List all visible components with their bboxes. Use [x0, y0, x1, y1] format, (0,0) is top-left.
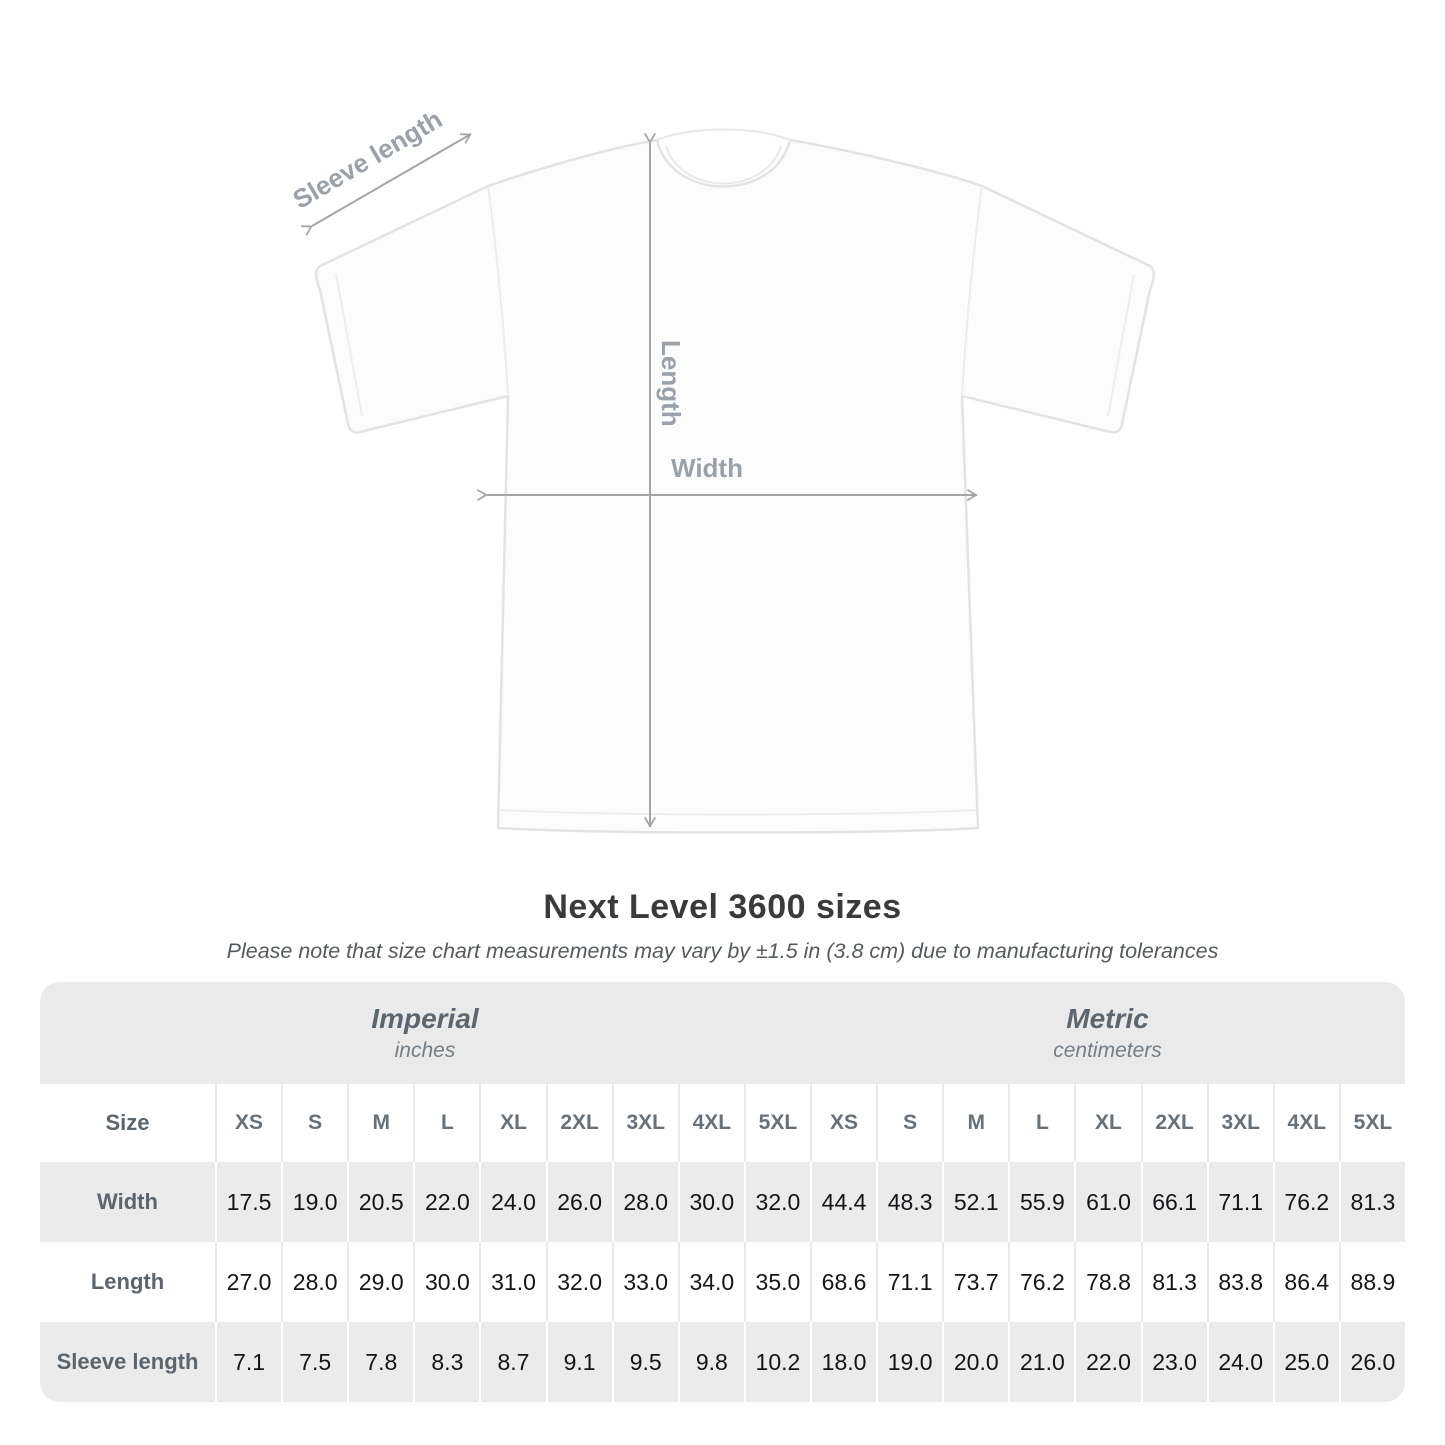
width-imperial-xs: 17.5	[215, 1162, 281, 1242]
sleeve-length-row	[40, 1322, 1405, 1402]
width-imperial-m: 20.5	[347, 1162, 413, 1242]
size-corner-label: Size	[105, 1110, 150, 1135]
width-metric-m: 52.1	[942, 1162, 1008, 1242]
sleeve-length-imperial-4xl: 9.8	[678, 1322, 744, 1402]
imperial-group-header	[40, 982, 810, 1084]
size-header-metric-m: M	[942, 1084, 1008, 1162]
width-imperial-5xl: 32.0	[744, 1162, 810, 1242]
length-imperial-xs: 27.0	[215, 1242, 281, 1322]
size-header-metric-3xl: 3XL	[1207, 1084, 1273, 1162]
size-header-imperial-2xl: 2XL	[546, 1084, 612, 1162]
length-label: Length	[656, 340, 686, 427]
width-imperial-2xl: 26.0	[546, 1162, 612, 1242]
sleeve-length-imperial-l: 8.3	[413, 1322, 479, 1402]
length-metric-s: 71.1	[876, 1242, 942, 1322]
width-metric-3xl: 71.1	[1207, 1162, 1273, 1242]
size-table-body	[40, 1084, 1405, 1402]
size-header-imperial-4xl: 4XL	[678, 1084, 744, 1162]
width-label: Width	[671, 453, 743, 483]
sleeve-length-metric-xs: 18.0	[810, 1322, 876, 1402]
metric-group-title: Metric	[1066, 1002, 1149, 1034]
length-metric-xl: 78.8	[1074, 1242, 1140, 1322]
size-header-metric-s: S	[876, 1084, 942, 1162]
sleeve-length-metric-s: 19.0	[876, 1322, 942, 1402]
size-header-metric-xs: XS	[810, 1084, 876, 1162]
length-metric-l: 76.2	[1008, 1242, 1074, 1322]
sleeve-length-metric-5xl: 26.0	[1339, 1322, 1405, 1402]
size-table	[40, 982, 1405, 1402]
length-metric-5xl: 88.9	[1339, 1242, 1405, 1322]
size-header-metric-l: L	[1008, 1084, 1074, 1162]
width-row-label: Width	[97, 1189, 158, 1214]
width-metric-s: 48.3	[876, 1162, 942, 1242]
size-header-metric-4xl: 4XL	[1273, 1084, 1339, 1162]
imperial-group-title: Imperial	[371, 1002, 479, 1034]
length-imperial-l: 30.0	[413, 1242, 479, 1322]
width-metric-5xl: 81.3	[1339, 1162, 1405, 1242]
length-imperial-4xl: 34.0	[678, 1242, 744, 1322]
sleeve-length-imperial-2xl: 9.1	[546, 1322, 612, 1402]
sleeve-length-metric-2xl: 23.0	[1141, 1322, 1207, 1402]
length-imperial-2xl: 32.0	[546, 1242, 612, 1322]
size-header-imperial-l: L	[413, 1084, 479, 1162]
width-imperial-3xl: 28.0	[612, 1162, 678, 1242]
page-title: Next Level 3600 sizes	[543, 888, 902, 926]
width-metric-4xl: 76.2	[1273, 1162, 1339, 1242]
width-imperial-4xl: 30.0	[678, 1162, 744, 1242]
sleeve-length-imperial-xl: 8.7	[479, 1322, 545, 1402]
length-metric-4xl: 86.4	[1273, 1242, 1339, 1322]
sleeve-length-metric-4xl: 25.0	[1273, 1322, 1339, 1402]
length-metric-3xl: 83.8	[1207, 1242, 1273, 1322]
size-header-imperial-m: M	[347, 1084, 413, 1162]
length-imperial-3xl: 33.0	[612, 1242, 678, 1322]
size-header-imperial-s: S	[281, 1084, 347, 1162]
metric-group-header	[810, 982, 1405, 1084]
tolerance-note: Please note that size chart measurements may vary by ±1.5 in (3.8 cm) due to manufacturing tolerances	[226, 939, 1219, 963]
metric-group-unit: centimeters	[1053, 1039, 1162, 1063]
width-imperial-l: 22.0	[413, 1162, 479, 1242]
sleeve-length-imperial-3xl: 9.5	[612, 1322, 678, 1402]
sleeve-length-metric-m: 20.0	[942, 1322, 1008, 1402]
sleeve-length-imperial-5xl: 10.2	[744, 1322, 810, 1402]
width-row	[40, 1162, 1405, 1242]
length-metric-m: 73.7	[942, 1242, 1008, 1322]
sleeve-length-imperial-s: 7.5	[281, 1322, 347, 1402]
length-metric-2xl: 81.3	[1141, 1242, 1207, 1322]
size-header-metric-2xl: 2XL	[1141, 1084, 1207, 1162]
size-header-imperial-3xl: 3XL	[612, 1084, 678, 1162]
width-metric-2xl: 66.1	[1141, 1162, 1207, 1242]
sleeve-length-metric-l: 21.0	[1008, 1322, 1074, 1402]
length-row	[40, 1242, 1405, 1322]
size-header-metric-xl: XL	[1074, 1084, 1140, 1162]
sleeve-length-metric-xl: 22.0	[1074, 1322, 1140, 1402]
size-header-imperial-xl: XL	[479, 1084, 545, 1162]
sleeve-length-imperial-m: 7.8	[347, 1322, 413, 1402]
width-metric-l: 55.9	[1008, 1162, 1074, 1242]
sleeve-length-imperial-xs: 7.1	[215, 1322, 281, 1402]
width-imperial-s: 19.0	[281, 1162, 347, 1242]
size-header-row	[40, 1084, 1405, 1162]
width-imperial-xl: 24.0	[479, 1162, 545, 1242]
sleeve-length-row-label: Sleeve length	[56, 1349, 199, 1374]
size-header-imperial-5xl: 5XL	[744, 1084, 810, 1162]
size-header-metric-5xl: 5XL	[1339, 1084, 1405, 1162]
length-imperial-s: 28.0	[281, 1242, 347, 1322]
length-imperial-5xl: 35.0	[744, 1242, 810, 1322]
length-imperial-m: 29.0	[347, 1242, 413, 1322]
width-metric-xl: 61.0	[1074, 1162, 1140, 1242]
sleeve-length-label: Sleeve length	[287, 103, 448, 215]
length-imperial-xl: 31.0	[479, 1242, 545, 1322]
length-row-label: Length	[90, 1269, 165, 1294]
imperial-group-unit: inches	[394, 1039, 456, 1063]
width-metric-xs: 44.4	[810, 1162, 876, 1242]
unit-group-header-row	[40, 982, 1405, 1084]
sleeve-length-metric-3xl: 24.0	[1207, 1322, 1273, 1402]
size-header-imperial-xs: XS	[215, 1084, 281, 1162]
length-metric-xs: 68.6	[810, 1242, 876, 1322]
